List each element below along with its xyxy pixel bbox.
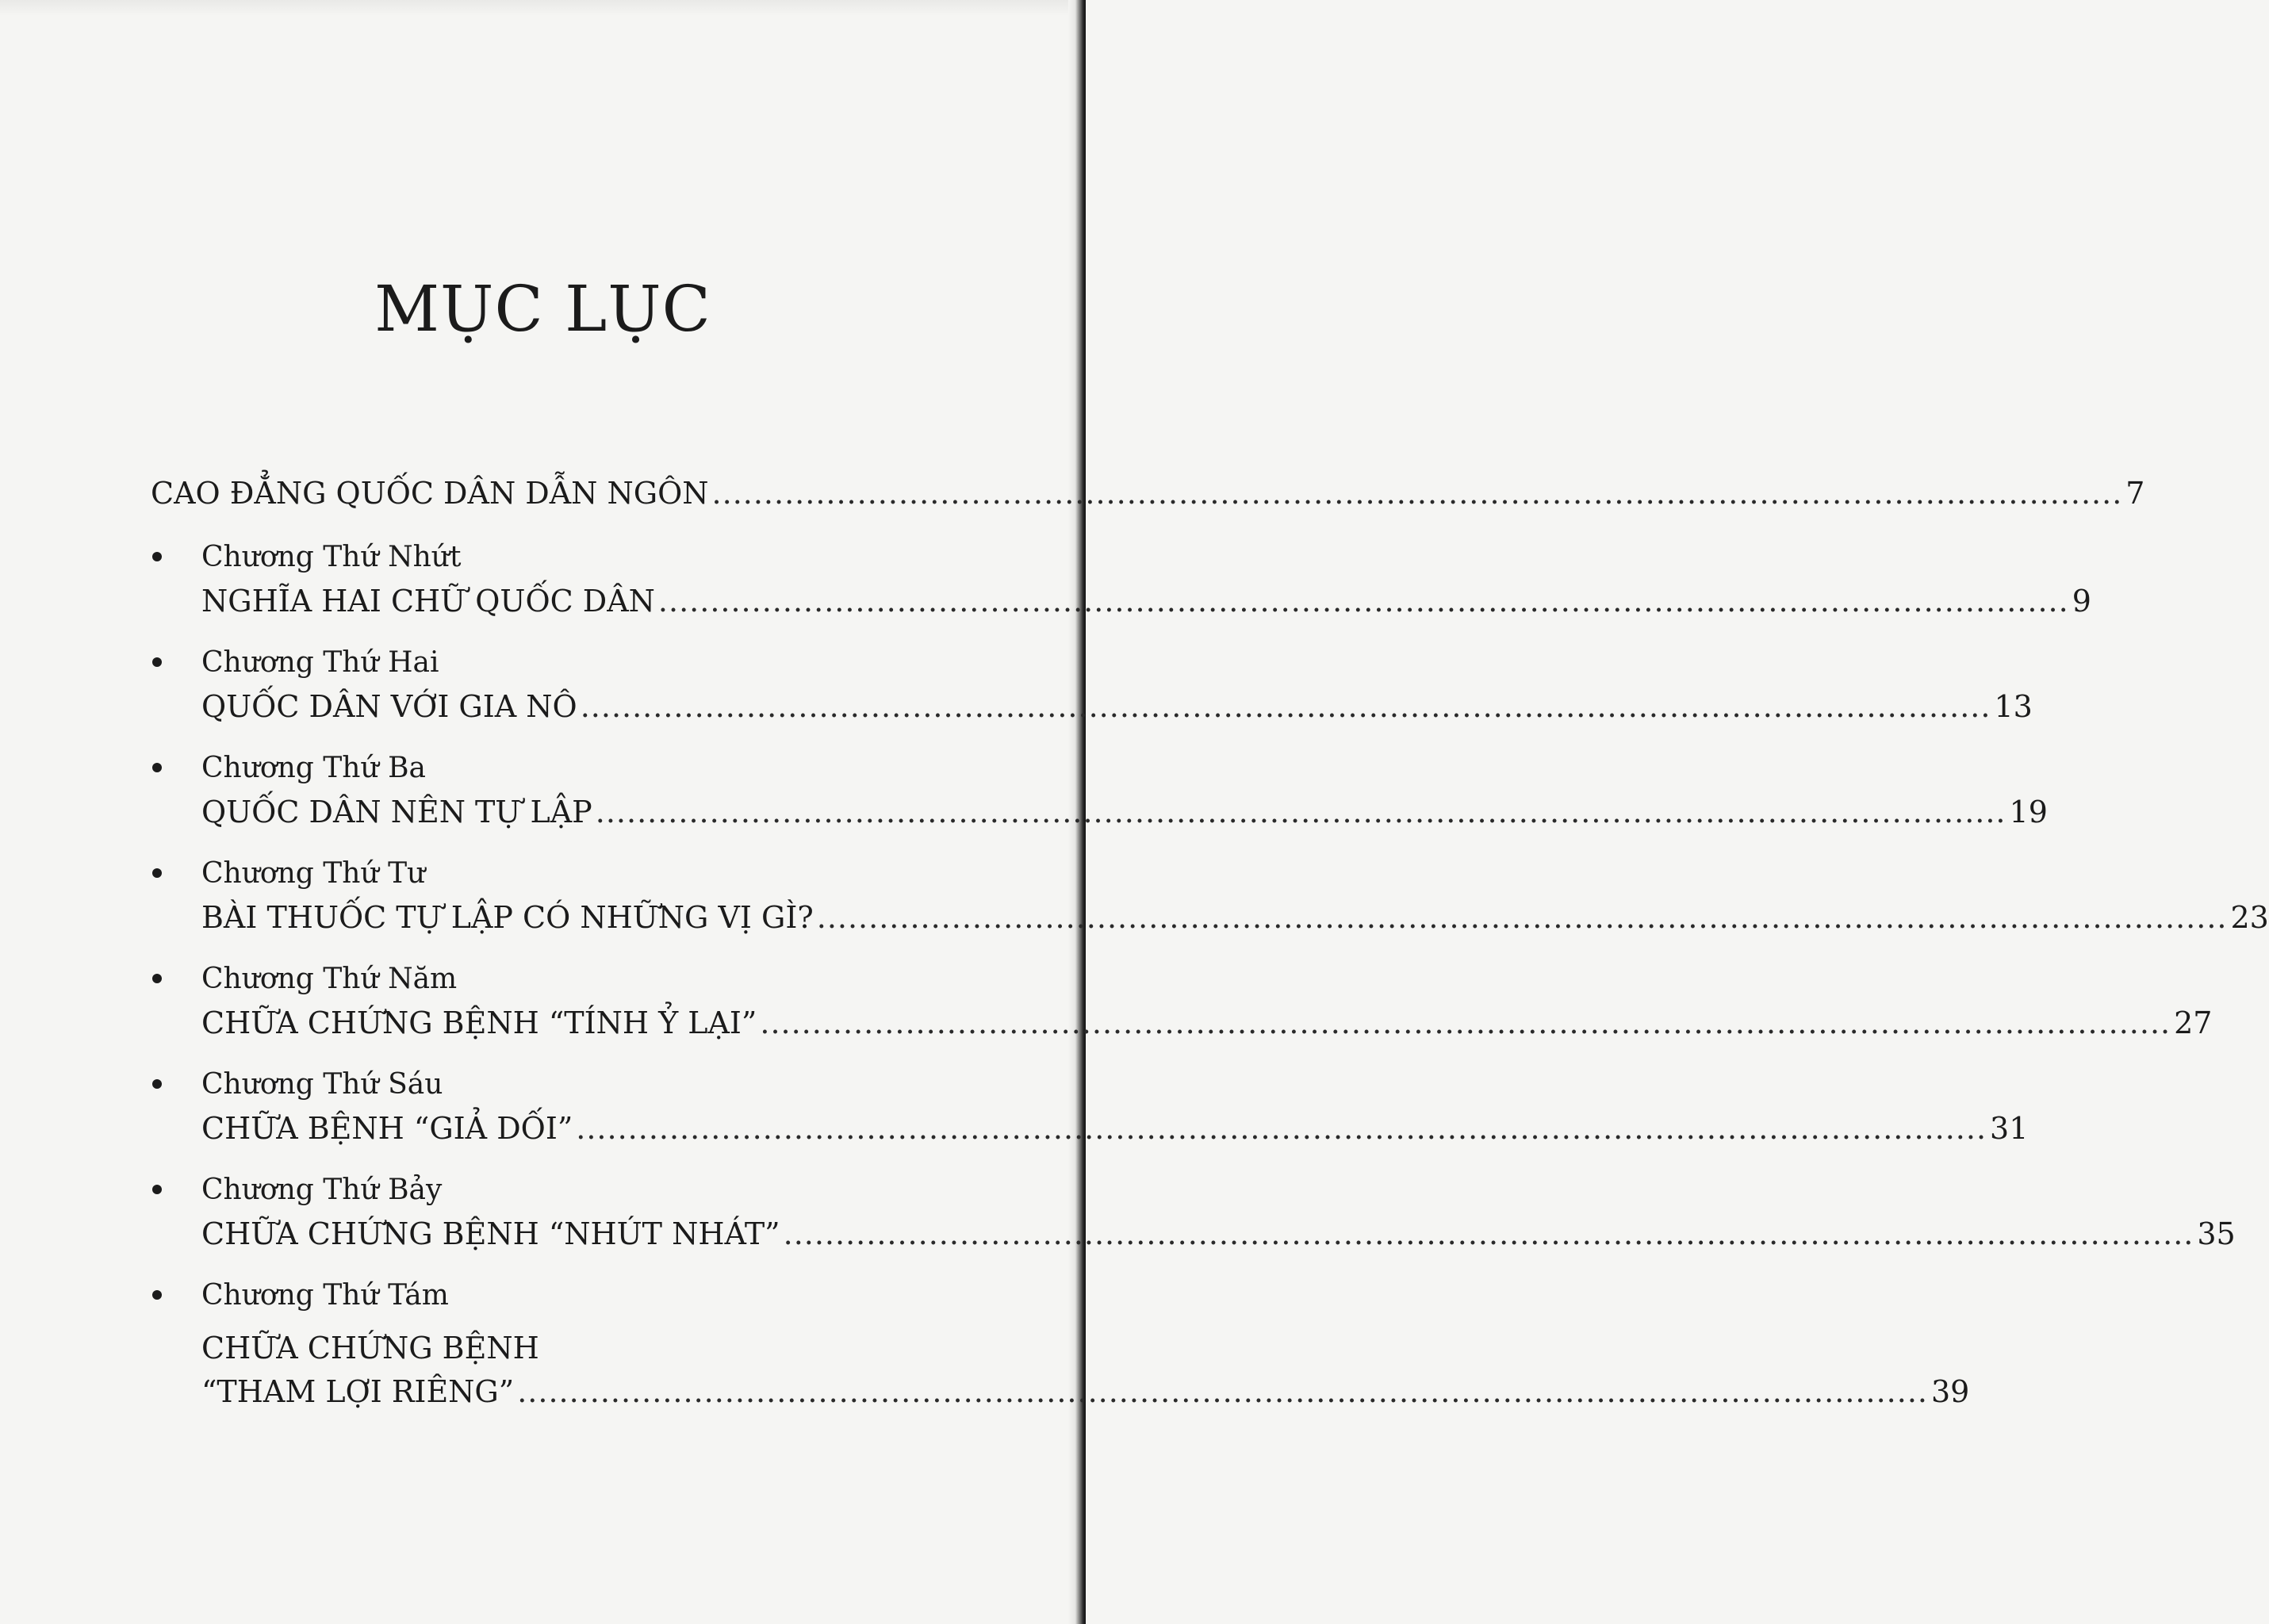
- chapter-title: CHỮA CHỨNG BỆNH “TÍNH Ỷ LẠI”: [201, 1005, 757, 1040]
- chapter-title-row: [201, 584, 2091, 636]
- chapter-title-row: [201, 1005, 2213, 1058]
- chapter-title-row: [201, 1216, 2236, 1269]
- chapter-title: “THAM LỢI RIÊNG”: [201, 1374, 515, 1409]
- chapter-name: Chương Thứ Bảy: [201, 1174, 443, 1206]
- toc-entry-intro[interactable]: [151, 476, 2145, 531]
- chapter-name: Chương Thứ Tám: [201, 1279, 449, 1312]
- toc-entry-chapter-1[interactable]: [151, 531, 2091, 637]
- chapter-title: NGHĨA HAI CHỮ QUỐC DÂN: [201, 584, 655, 619]
- chapter-title: QUỐC DÂN VỚI GIA NÔ: [201, 689, 577, 724]
- toc-page-number: 35: [2197, 1216, 2236, 1251]
- dot-leader: ........................................................................................................................................: [783, 1216, 2194, 1251]
- toc-page-number: 39: [1930, 1374, 1970, 1409]
- toc-entry-chapter-4[interactable]: [151, 848, 2269, 953]
- toc-entry-chapter-5[interactable]: [151, 953, 2213, 1059]
- dot-leader: ........................................................................................................................................: [711, 476, 2123, 511]
- toc-entry-chapter-3[interactable]: [151, 742, 2048, 848]
- chapter-title-row: [201, 1111, 2029, 1163]
- bullet-icon: [152, 868, 162, 878]
- chapter-name: Chương Thứ Năm: [201, 963, 458, 995]
- page-title: MỤC LỤC: [374, 272, 711, 346]
- chapter-name: Chương Thứ Tư: [201, 857, 426, 890]
- bullet-icon: [152, 1290, 162, 1300]
- toc-entry-label: CAO ĐẲNG QUỐC DÂN DẪN NGÔN: [151, 476, 709, 511]
- dot-leader: ........................................................................................................................................: [760, 1005, 2171, 1040]
- toc-page-number: 31: [1990, 1111, 2029, 1146]
- toc-entry-chapter-6[interactable]: [151, 1059, 2029, 1164]
- toc-page-number: 23: [2230, 900, 2269, 935]
- dot-leader: ........................................................................................................................................: [517, 1374, 1928, 1409]
- bullet-icon: [152, 1079, 162, 1089]
- toc-entry-chapter-8[interactable]: [151, 1270, 1970, 1427]
- chapter-title-line-1: CHỮA CHỨNG BỆNH: [201, 1331, 539, 1365]
- chapter-title-row: [201, 1374, 1970, 1427]
- toc-page-number: 7: [2125, 476, 2145, 511]
- bullet-icon: [152, 974, 162, 983]
- toc-page-number: 27: [2174, 1005, 2213, 1040]
- chapter-name: Chương Thứ Ba: [201, 752, 427, 784]
- toc-page-number: 19: [2009, 795, 2048, 829]
- chapter-name: Chương Thứ Nhứt: [201, 541, 462, 573]
- chapter-name: Chương Thứ Sáu: [201, 1068, 443, 1101]
- chapter-title-row: [201, 795, 2048, 847]
- chapter-name: Chương Thứ Hai: [201, 646, 439, 679]
- dot-leader: ........................................................................................................................................: [580, 689, 1991, 724]
- chapter-title-row: [201, 900, 2269, 952]
- dot-leader: ........................................................................................................................................: [595, 795, 2006, 829]
- chapter-title: CHỮA CHỨNG BỆNH “NHÚT NHÁT”: [201, 1216, 780, 1251]
- toc-entry-chapter-7[interactable]: [151, 1164, 2236, 1270]
- bullet-icon: [152, 763, 162, 772]
- chapter-title: CHỮA BỆNH “GIẢ DỐI”: [201, 1111, 573, 1146]
- toc-page-number: 9: [2072, 584, 2091, 619]
- toc-entry-chapter-2[interactable]: [151, 637, 2033, 742]
- chapter-title-row: [201, 689, 2033, 741]
- chapter-title: QUỐC DÂN NÊN TỰ LẬP: [201, 795, 592, 829]
- bullet-icon: [152, 552, 162, 561]
- page-top-shadow: [0, 0, 1086, 16]
- dot-leader: ........................................................................................................................................: [816, 900, 2228, 935]
- dot-leader: ........................................................................................................................................: [657, 584, 2069, 619]
- toc-page-number: 13: [1994, 689, 2033, 724]
- chapter-title: BÀI THUỐC TỰ LẬP CÓ NHỮNG VỊ GÌ?: [201, 900, 814, 935]
- bullet-icon: [152, 657, 162, 667]
- bullet-icon: [152, 1185, 162, 1194]
- dot-leader: ........................................................................................................................................: [576, 1111, 1987, 1146]
- table-of-contents: [151, 476, 2269, 1427]
